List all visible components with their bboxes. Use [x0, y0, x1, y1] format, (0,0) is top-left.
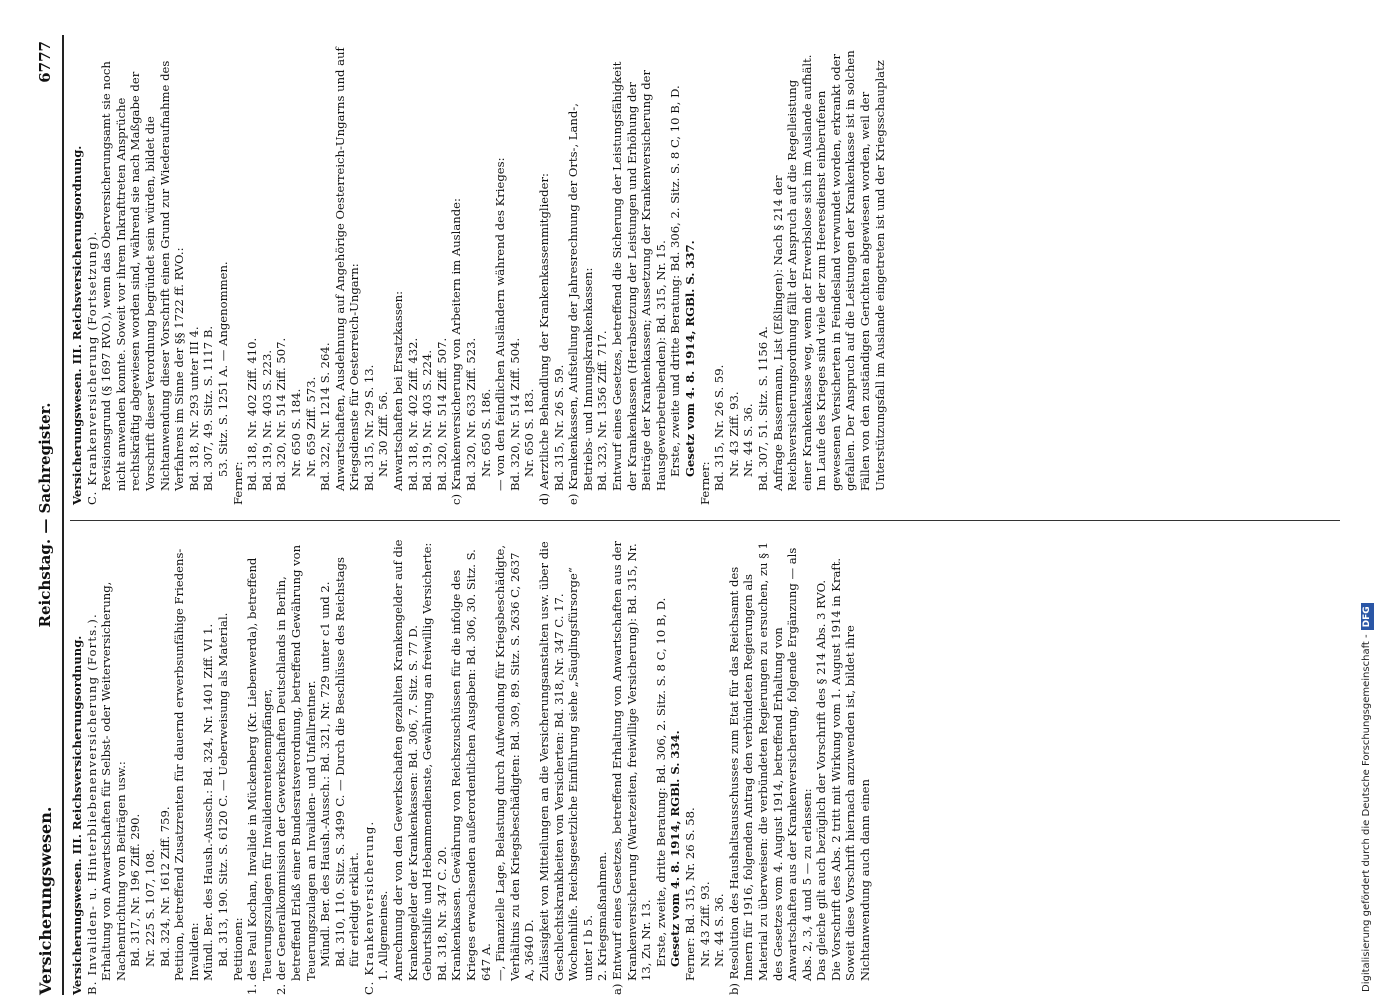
index-entry: Bd. 322, Nr. 1214 S. 264. — [318, 342, 333, 491]
index-entry: Im Laufe des Krieges sind viele der zum Heeresdienst einberufenen gewesenen Versicherten in Feindesland verwundet worden, erkrankt oder gefallen. Der Anspruch auf die Leistungen der Krankenkasse ist in solchen Fällen von den zuständigen Gerichten abgewiesen worden, weil der Unterstützungsfall im Auslande eingetreten ist und der Kriegsschauplatz — [814, 50, 887, 491]
index-entry: Petitionen: — [230, 917, 245, 981]
index-entry: Nr. 650 S. 183. — [522, 388, 537, 477]
index-entry: Bd. 320, Nr. 514 Ziff. 504. — [507, 337, 522, 491]
dfg-logo: DFG — [1361, 603, 1374, 630]
index-entry: Bd. 318, Nr. 293 unter III 4. — [186, 326, 201, 491]
index-entry: c) Krankenversicherung von Arbeitern im Auslande: — [449, 198, 464, 505]
index-entry: Petition, betreffend Zusatzrenten für dauernd erwerbsunfähige Friedens-Invaliden: — [172, 548, 201, 981]
index-entry: 2. Kriegsmaßnahmen. — [595, 851, 610, 981]
index-entry: Zulässigkeit von Mitteilungen an die Versicherungsanstalten usw. über die Geschlechtskrankheiten von Versicherten: Bd. 318, Nr. 347 C. 17. — [537, 541, 566, 981]
index-entry: Versicherungswesen. III. Reichsversicherungsordnung. — [70, 145, 84, 505]
index-entry: —, Finanzielle Lage, Belastung durch Aufwendung für Kriegsbeschädigte, Verhältnis zu den Kriegsbeschädigten: Bd. 309, 89. Sitz. S. 2636 C, 2637 A, 3640 D. — [493, 544, 537, 981]
index-entry: B. Invaliden- u. Hinterbliebenenversicherung (Forts.). — [84, 613, 99, 995]
index-entry: 1. Allgemeines. — [376, 890, 391, 981]
index-entry: Mündl. Ber. des Haush.-Aussch.: Bd. 324, Nr. 1401 Ziff. VI 1. — [201, 623, 216, 981]
index-entry: Die Vorschrift des Abs. 2 tritt mit Wirkung vom 1. August 1914 in Kraft. — [828, 557, 843, 981]
digitization-note — [1357, 12, 1377, 992]
index-entry: Anfrage Bassermann, List (Eßlingen): Nach § 214 der Reichsversicherungsordnung fällt der Anspruch auf die Regelleistung einer Krankenkasse weg, wenn der Erwerbslose sich im Auslande aufhält. — [770, 54, 814, 491]
index-entry: Bd. 320, Nr. 633 Ziff. 523. — [464, 337, 479, 491]
index-entry: Bd. 315, Nr. 26 S. 59. — [712, 364, 727, 491]
index-entry: Gesetz vom 4. 8. 1914, RGBl. S. 334. — [668, 730, 683, 967]
index-entry: Erste, zweite und dritte Beratung: Bd. 306, 2. Sitz. S. 8 C, 10 B, D. — [668, 85, 683, 477]
index-entry: Bd. 310, 110. Sitz. S. 3499 C. — Durch die Beschlüsse des Reichstags für erledigt erklärt. — [332, 557, 362, 967]
index-entry: Bd. 320, Nr. 514 Ziff. 507. — [274, 337, 289, 491]
index-entry: Revisionsgrund (§ 1697 RVO.), wenn das Oberversicherungsamt sie noch nicht anwenden konnte. Soweit vor ihrem Inkrafttreten Ansprüche rechtskräftig abgewiesen worden sind, während sie nach Maßgabe der Vorschrift dieser Verordnung begründet sein würden, bildet die Nichtanwendung dieser Vorschrift einen Grund zur Wiederaufnahme des Verfahrens im Sinne der §§ 1722 ff. RVO.: — [99, 60, 187, 491]
index-entry: Nr. 43 Ziff. 93. — [726, 391, 741, 477]
index-entry: Bd. 319, Nr. 403 S. 223. — [259, 349, 274, 491]
index-entry: Entwurf eines Gesetzes, betreffend die Sicherung der Leistungsfähigkeit der Krankenkassen (Herabsetzung der Leistungen und Erhöhung der Beiträge der Krankenkassen; Aussetzung der Krankenversicherung der Hausgewerbetreibenden): Bd. 315, Nr. 15. — [609, 61, 668, 491]
index-entry: Bd. 307, 49. Sitz. S. 1117 B. — [201, 325, 216, 491]
index-entry: d) Aerztliche Behandlung der Krankenkassenmitglieder: — [537, 173, 551, 505]
index-entry: Nr. 43 Ziff. 93. — [697, 881, 712, 967]
header-running-title: Reichstag. — Sachregister. — [36, 402, 54, 628]
index-entry: Nr. 659 Ziff. 573. — [303, 376, 318, 477]
page-number: 6777 — [36, 41, 54, 83]
index-entry: Bd. 318, Nr. 402 Ziff. 410. — [245, 337, 260, 491]
index-entry: Erste, zweite, dritte Beratung: Bd. 306, 2. Sitz. S. 8 C, 10 B, D. — [653, 597, 668, 967]
index-entry: Wochenhilfe. Reichsgesetzliche Einführung siehe „Säuglingsfürsorge“ unter I b 5. — [566, 567, 595, 981]
index-entry: Erhaltung von Anwartschaften für Selbst- oder Weiterversicherung, Nachentrichtung von Beiträgen usw.: — [99, 581, 128, 981]
index-entry: Krankenkassen. Gewährung von Reichszuschüssen für die infolge des Krieges erwachsenden außerordentlichen Ausgaben: Bd. 306, 30. Sitz. S. 647 A. — [449, 549, 493, 981]
index-entry: Anwartschaften, Ausdehnung auf Angehörige Oesterreich-Ungarns und auf Kriegsdienste für Oesterreich-Ungarn: — [332, 47, 362, 491]
index-entry: Nr. 650 S. 184. — [288, 388, 303, 477]
rotated-document-page — [30, 35, 1350, 995]
index-entry: Bd. 313, 190. Sitz. S. 6120 C. — Ueberweisung als Material. — [215, 612, 230, 967]
index-entry: Nr. 44 S. 36. — [712, 893, 727, 967]
index-entry: a) Entwurf eines Gesetzes, betreffend Erhaltung von Anwartschaften aus der Krankenversicherung (Wartezeiten, freiwillige Versicherung): Bd. 315, Nr. 13, Zu Nr. 13. — [609, 540, 654, 995]
index-entry: Ferner: — [230, 461, 245, 505]
index-entry: e) Krankenkassen, Aufstellung der Jahresrechnung der Orts-, Land-, Betriebs- und Innungskrankenkassen: — [566, 103, 595, 505]
index-entry: — von den feindlichen Ausländern während des Krieges: — [493, 157, 508, 491]
index-entry: Bd. 324, Nr. 1612 Ziff. 759. — [157, 806, 172, 967]
index-entry: Versicherungswesen. III. Reichsversicherungsordnung. — [70, 635, 84, 995]
index-entry: C. Krankenversicherung. — [361, 820, 376, 995]
index-entry: Bd. 317, Nr. 196 Ziff. 290. — [128, 813, 143, 967]
index-entry: Nr. 30 Ziff. 56. — [376, 391, 391, 477]
header-section-title: Versicherungswesen. — [36, 806, 55, 995]
index-entry: Bd. 323, Nr. 1356 Ziff. 717. — [595, 330, 610, 491]
index-entry: Geburtshilfe und Hebammendienste, Gewährung an freiwillig Versicherte: Bd. 318, Nr. 347 C. 20. — [420, 542, 449, 981]
index-entry: Bd. 315, Nr. 29 S. 13. — [361, 364, 376, 491]
left-text-column — [70, 537, 873, 995]
index-entry: Bd. 318, Nr. 402 Ziff. 432. — [405, 337, 420, 491]
digitization-note-text: Digitalisierung gefördert durch die Deutsche Forschungsgemeinschaft - — [1361, 634, 1372, 992]
index-entry: Bd. 319, Nr. 403 S. 224. — [420, 349, 435, 491]
index-entry: Gesetz vom 4. 8. 1914, RGBl. S. 337. — [682, 240, 697, 477]
page-header — [30, 35, 64, 995]
index-entry: Ferner: — [697, 461, 712, 505]
index-entry: Mündl. Ber. des Haush.-Aussch.: Bd. 321, Nr. 729 unter c1 und 2. — [318, 581, 333, 967]
index-entry: Soweit diese Vorschrift hiernach anzuwenden ist, bildet ihre Nichtanwendung auch dann einen — [843, 625, 873, 981]
index-entry: Nr. 650 S. 186. — [478, 388, 493, 477]
index-entry: Bd. 307, 51. Sitz. S. 1156 A. — [755, 326, 770, 491]
right-text-column — [70, 47, 887, 505]
index-entry: Das gleiche gilt auch bezüglich der Vorschrift des § 214 Abs. 3 RVO. — [814, 579, 829, 981]
index-entry: Bd. 320, Nr. 514 Ziff. 507. — [434, 337, 449, 491]
index-entry: 53. Sitz. S. 1251 A. — Angenommen. — [215, 261, 230, 477]
index-entry: Nr. 44 S. 36. — [741, 403, 756, 477]
index-entry: Nr. 225 S. 107, 108. — [142, 849, 157, 967]
index-entry: 2. der Generalkommission der Gewerkschaften Deutschlands in Berlin, betreffend Erlaß einer Bundesratsverordnung, betreffend Gewährung von Teuerungszulagen an Invaliden- und Unfallrentner. — [274, 544, 318, 995]
index-entry: C. Krankenversicherung (Fortsetzung). — [84, 230, 99, 505]
column-divider — [70, 520, 1340, 521]
index-entry: Anwartschaften bei Ersatzkassen: — [391, 290, 406, 491]
index-entry: Anrechnung der von den Gewerkschaften gezahlten Krankengelder auf die Krankengelder der Krankenkassen: Bd. 306, 7. Sitz. S. 77 D. — [391, 539, 420, 981]
index-entry: Ferner: Bd. 315, Nr. 26 S. 58. — [682, 807, 697, 981]
index-entry: 1. des Paul Kochan, Invalide in Mückenberg (Kr. Liebenwerda), betreffend Teuerungszulagen für Invalidenrentenempfänger, — [245, 557, 274, 995]
index-entry: b) Resolution des Haushaltsausschusses zum Etat für das Reichsamt des Innern für 1916, folgenden Antrag den verbündeten Regierungen als Material zu überweisen: die verbündeten Regierungen zu ersuchen, zu § 1 des Gesetzes vom 4. August 1914, betreffend Erhaltung von Anwartschaften aus der Krankenversicherung, folgende Ergänzung — als Abs. 2, 3, 4 und 5 — zu erlassen: — [726, 541, 814, 995]
index-entry: Bd. 315, Nr. 26 S. 59. — [551, 364, 566, 491]
header-rule — [62, 35, 64, 995]
